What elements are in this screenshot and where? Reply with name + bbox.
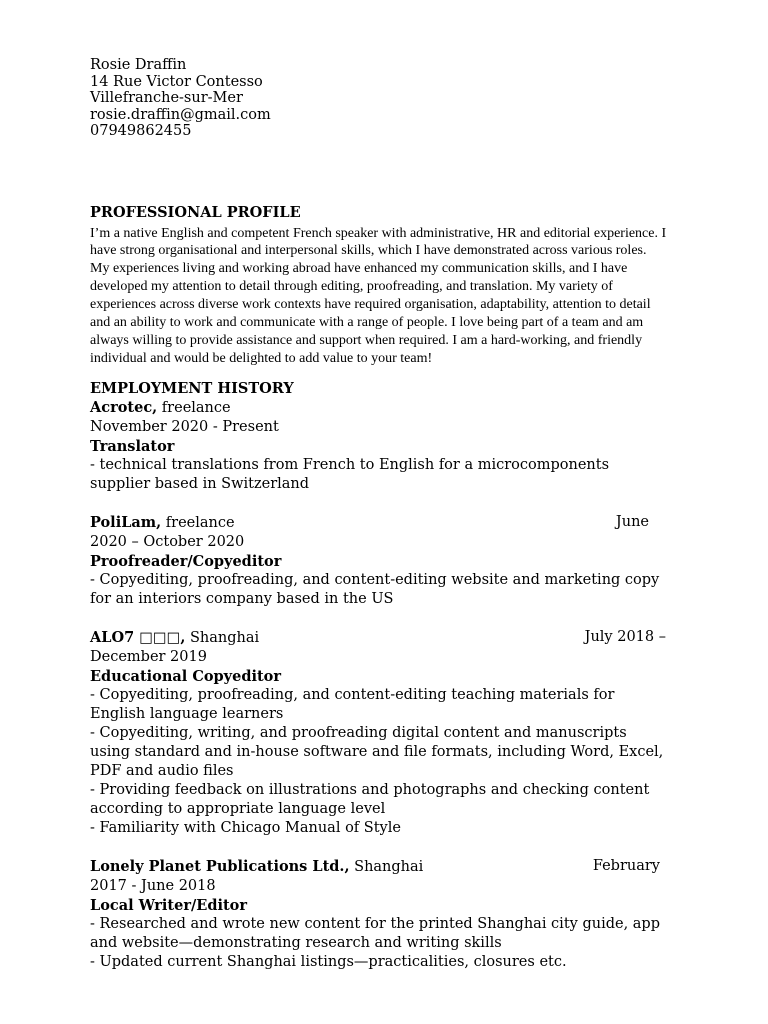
job-header (90, 628, 668, 648)
company-name: ALO7 □□□, (90, 628, 186, 646)
employment-list (90, 398, 668, 972)
job-bullet: - Copyediting, proofreading, and content-editing website and marketing copy for an interiors company based in the US (90, 571, 660, 607)
job-header (90, 398, 668, 418)
job-dates-start: February (592, 857, 660, 874)
email-link[interactable]: rosie.draffin@gmail.com (90, 106, 271, 123)
job-dates-end: December 2019 (90, 648, 207, 665)
job-bullet: - technical translations from French to English for a microcomponents supplier based in Switzerland (90, 456, 610, 492)
job-dates-start: June (615, 513, 649, 530)
applicant-name: Rosie Draffin (90, 57, 187, 73)
address-line-2: Villefranche-sur-Mer (90, 90, 243, 106)
job-location: Shanghai (185, 629, 260, 646)
job-bullet: - Updated current Shanghai listings—practicalities, closures etc. (90, 953, 567, 970)
company-name: Acrotec, (90, 398, 158, 416)
job-location: freelance (157, 399, 231, 416)
job-bullet: - Copyediting, writing, and proofreading digital content and manuscripts using standard and in-house software and file formats, including Word, Excel, PDF and audio files (90, 724, 664, 779)
company-name: Lonely Planet Publications Ltd., (90, 857, 350, 875)
job-dates-end: 2017 - June 2018 (90, 877, 216, 894)
job-entry (90, 628, 668, 838)
job-dates: November 2020 - Present (90, 418, 279, 435)
contact-block (90, 57, 668, 140)
cv-content (90, 57, 668, 972)
job-title: Proofreader/Copyeditor (90, 552, 282, 570)
job-location: Shanghai (349, 858, 424, 875)
job-bullet: - Copyediting, proofreading, and content-editing teaching materials for English language learners (90, 686, 615, 722)
job-bullet: - Providing feedback on illustrations and photographs and checking content according to appropriate language level (90, 781, 650, 817)
job-entry (90, 398, 668, 494)
company-name: PoliLam, (90, 513, 162, 531)
job-bullet: - Researched and wrote new content for the printed Shanghai city guide, app and website—demonstrating research and writing skills (90, 915, 660, 951)
profile-heading: PROFESSIONAL PROFILE (90, 203, 301, 221)
employment-heading: EMPLOYMENT HISTORY (90, 379, 294, 397)
job-location: freelance (161, 514, 235, 531)
profile-paragraph: I’m a native English and competent French speaker with administrative, HR and editorial experience. I have strong organisational and interpersonal skills, which I have demonstrated across various roles. My experiences living and working abroad have enhanced my communication skills, and I have developed my attention to detail through editing, proofreading, and translation. My variety of experiences across diverse work contexts have required organisation, adaptability, attention to detail and an ability to work and communicate with a range of people. I love being part of a team and am always willing to provide assistance and support when required. I am a hard-working, and friendly individual and would be delighted to add value to your team! (90, 225, 667, 366)
job-header (90, 857, 668, 877)
job-title: Local Writer/Editor (90, 896, 247, 914)
phone-number: 07949862455 (90, 123, 192, 139)
job-title: Translator (90, 437, 175, 455)
job-bullet: - Familiarity with Chicago Manual of Style (90, 819, 401, 836)
email-line (90, 107, 668, 124)
job-dates-start: July 2018 – (584, 628, 666, 645)
job-entry (90, 513, 668, 609)
address-line-1: 14 Rue Victor Contesso (90, 73, 263, 90)
job-entry (90, 857, 668, 972)
job-dates-end: 2020 – October 2020 (90, 533, 245, 550)
job-header (90, 513, 668, 533)
job-title: Educational Copyeditor (90, 667, 281, 685)
